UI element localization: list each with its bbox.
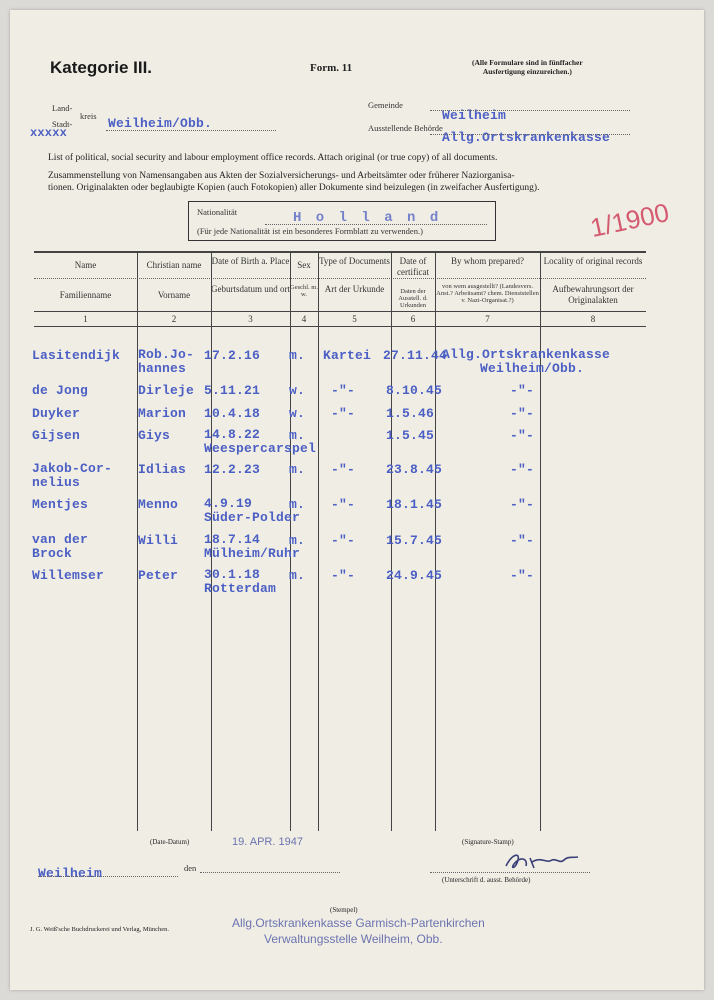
- row-birth: 14.8.22 Weespercarspel: [204, 427, 317, 456]
- row-prepared: -"-: [510, 568, 535, 583]
- row-name: Jakob-Cor- nelius: [32, 461, 113, 490]
- row-date: 15.7.45: [386, 533, 443, 548]
- row-prepared: -"-: [510, 533, 535, 548]
- col-prepared-num: 7: [485, 314, 490, 324]
- row-date: 27.11.44: [383, 348, 448, 363]
- col-birth-en: Date of Birth a. Place: [211, 256, 290, 266]
- col-name-de: Familienname: [59, 290, 112, 300]
- nationality-label: Nationalität: [197, 207, 238, 217]
- stadt-label: Stadt-: [52, 119, 73, 129]
- row-christian: Dirleje: [138, 383, 195, 398]
- date-stamp: 19. APR. 1947: [232, 836, 303, 848]
- form-number: Form. 11: [310, 62, 353, 74]
- row-christian: Idlias: [138, 462, 187, 477]
- row-date: 1.5.46: [386, 406, 435, 421]
- stadt-strikeout: xxxxx: [30, 126, 68, 140]
- row-name: de Jong: [32, 383, 89, 398]
- authority-label: Ausstellende Behörde: [368, 123, 443, 133]
- signature-icon: [502, 848, 582, 874]
- col-sex-num: 4: [301, 314, 307, 324]
- row-christian: Menno: [138, 497, 179, 512]
- copies-note: (Alle Formulare sind in fünffacher Ausfertigung einzureichen.): [472, 58, 583, 76]
- printer-credit: J. G. Weiß'sche Buchdruckerei und Verlag, München.: [30, 926, 170, 933]
- stamp-label: (Stempel): [330, 906, 358, 914]
- row-christian: Giys: [138, 428, 171, 443]
- row-type: -"-: [331, 406, 356, 421]
- nationality-note: (Für jede Nationalität ist ein besonderes Formblatt zu verwenden.): [197, 226, 423, 236]
- row-type: -"-: [331, 533, 356, 548]
- row-date: 8.10.45: [386, 383, 443, 398]
- row-sex: w.: [289, 406, 306, 421]
- col-sex-en: Sex: [297, 260, 311, 270]
- gemeinde-label: Gemeinde: [368, 100, 403, 110]
- col-type-de: Art der Urkunde: [324, 284, 385, 294]
- col-christian-num: 2: [171, 314, 177, 324]
- row-name: Gijsen: [32, 428, 81, 443]
- row-name: Duyker: [32, 406, 81, 421]
- description-german: Zusammenstellung von Namensangaben aus Akten der Sozialversicherungs- und Arbeitsämter oder früherer Naziorganisa- tionen. Originalakten oder beglaubigte Kopien (auch Fotokopien) aller Dokumente sind beizulegen (in zweifacher Ausfertigung).: [48, 171, 540, 193]
- row-birth: 12.2.23: [204, 462, 261, 477]
- row-name: Mentjes: [32, 497, 89, 512]
- kreis-value: Weilheim/Obb.: [108, 116, 213, 131]
- row-birth: 5.11.21: [204, 383, 261, 398]
- nationality-box: [188, 201, 496, 241]
- col-prepared-de: von wem ausgestellt? (Landesvers. Anst.? Arbeitsamt? chem. Dienststellen v. Nazi-Organisat.?): [436, 283, 539, 304]
- col-date-num: 6: [410, 314, 416, 324]
- row-date: 23.8.45: [386, 462, 443, 477]
- row-birth: 4.9.19 Süder-Polder: [204, 496, 301, 525]
- row-sex: m.: [289, 533, 306, 548]
- row-type: -"-: [331, 383, 356, 398]
- authority-value: Allg.Ortskrankenkasse: [442, 130, 611, 145]
- row-prepared: -"-: [510, 406, 535, 421]
- row-type: -"-: [331, 462, 356, 477]
- row-birth: 18.7.14 Mülheim/Ruhr: [204, 532, 301, 561]
- row-date: 18.1.45: [386, 497, 443, 512]
- row-prepared: -"-: [510, 497, 535, 512]
- col-birth-num: 3: [248, 314, 253, 324]
- row-birth: 17.2.16: [204, 348, 261, 363]
- row-sex: m.: [289, 568, 306, 583]
- col-locality-en: Locality of original records: [543, 256, 643, 266]
- signature-caption: (Unterschrift d. ausst. Behörde): [442, 876, 531, 884]
- row-sex: m.: [289, 462, 306, 477]
- row-christian: Marion: [138, 406, 187, 421]
- row-sex: w.: [289, 383, 306, 398]
- row-name: Lasitendijk: [32, 348, 121, 363]
- row-prepared: -"-: [510, 383, 535, 398]
- row-prepared: -"-: [510, 428, 535, 443]
- row-sex: m.: [289, 428, 306, 443]
- row-christian: Peter: [138, 568, 179, 583]
- row-christian: Rob.Jo- hannes: [138, 347, 195, 376]
- form-page: [10, 10, 704, 990]
- row-date: 24.9.45: [386, 568, 443, 583]
- col-name-num: 1: [83, 314, 88, 324]
- stamp-line2: Verwaltungsstelle Weilheim, Obb.: [264, 932, 443, 946]
- row-prepared: Allg.Ortskrankenkasse Weilheim/Obb.: [442, 347, 611, 376]
- col-sex-de: Geschl. m. w.: [290, 284, 318, 298]
- col-christian-en: Christian name: [146, 260, 202, 270]
- land-label: Land-: [52, 103, 73, 113]
- col-birth-de: Geburtsdatum und ort: [211, 284, 290, 294]
- row-name: Willemser: [32, 568, 105, 583]
- category-heading: Kategorie III.: [50, 58, 153, 77]
- place-value: Weilheim: [38, 866, 103, 881]
- col-name-en: Name: [74, 260, 97, 270]
- row-sex: m.: [289, 497, 306, 512]
- col-christian-de: Vorname: [157, 290, 191, 300]
- handwritten-number: 1/1900: [587, 197, 672, 243]
- description-english: List of political, social security and labour employment office records. Attach original (or true copy) of all documents.: [48, 153, 498, 163]
- row-sex: m.: [289, 348, 306, 363]
- col-type-num: 5: [352, 314, 357, 324]
- row-type: -"-: [331, 568, 356, 583]
- col-date-de: Daten der Ausstell. d. Urkunden: [398, 288, 428, 309]
- row-prepared: -"-: [510, 462, 535, 477]
- date-label: (Date-Datum): [150, 838, 190, 846]
- row-birth: 30.1.18 Rotterdam: [204, 567, 277, 596]
- col-date-en: Date of certificat: [397, 256, 429, 277]
- signature-label: (Signature-Stamp): [462, 838, 514, 846]
- row-type: Kartei: [323, 348, 372, 363]
- row-christian: Willi: [138, 533, 179, 548]
- kreis-label: kreis: [80, 111, 97, 121]
- den-label: den: [184, 863, 197, 873]
- col-prepared-en: By whom prepared?: [451, 256, 524, 266]
- nationality-value: H o l l a n d: [293, 210, 442, 226]
- row-name: van der Brock: [32, 532, 89, 561]
- gemeinde-value: Weilheim: [442, 108, 507, 123]
- col-locality-num: 8: [590, 314, 596, 324]
- row-type: -"-: [331, 497, 356, 512]
- row-birth: 10.4.18: [204, 406, 261, 421]
- col-locality-de: Aufbewahrungsort der Originalakten: [552, 284, 634, 305]
- stamp-line1: Allg.Ortskrankenkasse Garmisch-Partenkirchen: [232, 916, 485, 930]
- row-date: 1.5.45: [386, 428, 435, 443]
- col-type-en: Type of Documents: [319, 256, 390, 266]
- table-top-rule: [34, 251, 646, 253]
